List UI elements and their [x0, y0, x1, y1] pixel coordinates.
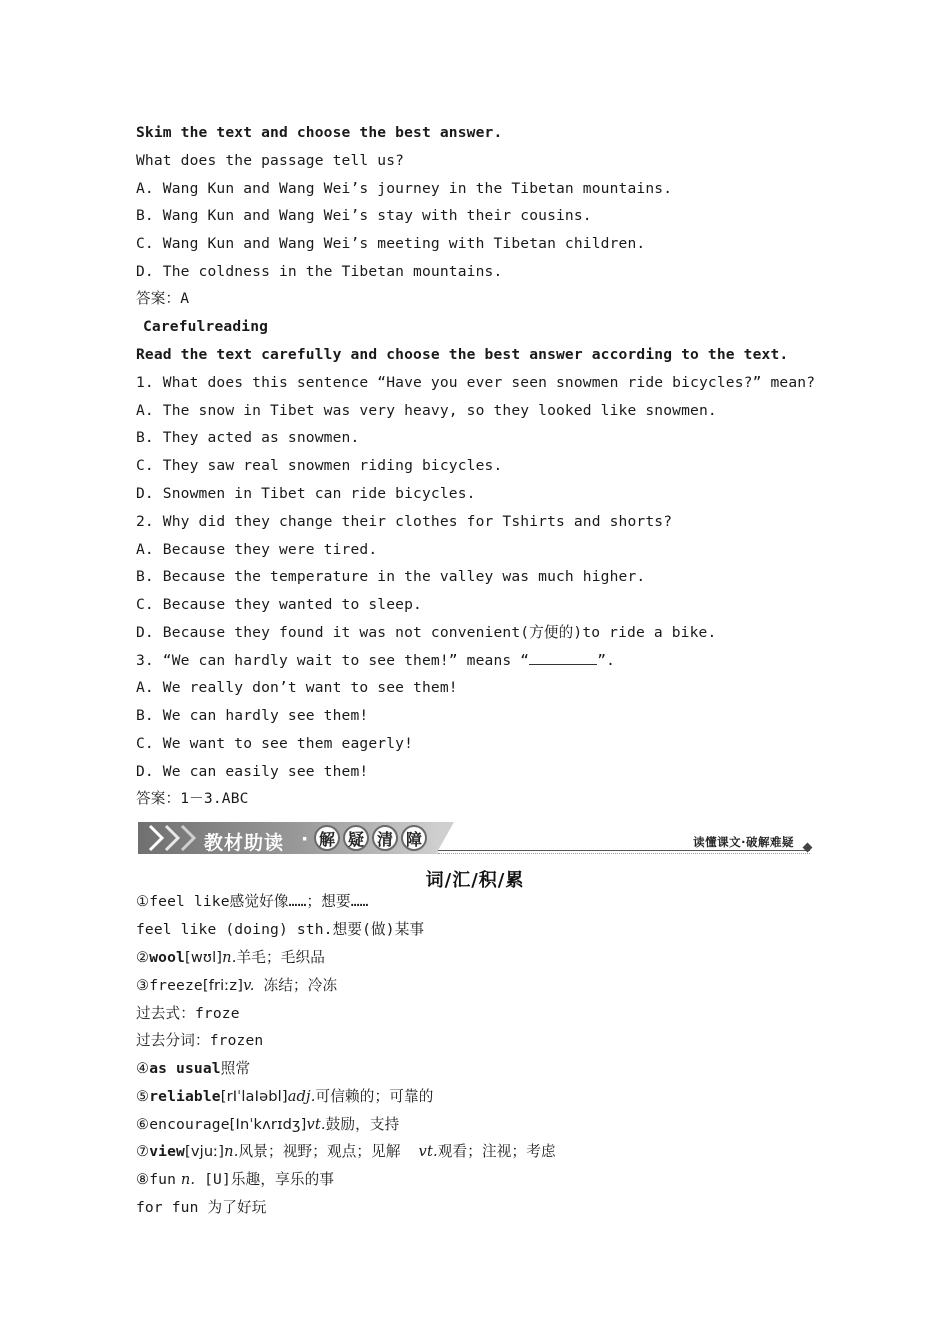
item-number: ⑤ — [136, 1088, 150, 1105]
option-line: B. We can hardly see them! — [136, 707, 369, 724]
item-number: ② — [136, 949, 150, 966]
question-2: 2. Why did they change their clothes for Tshirts and shorts? — [136, 513, 673, 530]
vocab-item — [136, 1115, 399, 1135]
vocab-word: view — [149, 1143, 185, 1160]
option-line: D. Snowmen in Tibet can ride bicycles. — [136, 485, 476, 502]
option-line: B. Because the temperature in the valley was much higher. — [136, 568, 646, 585]
vocab-note: 过去分词：frozen — [136, 1032, 264, 1049]
phonetic: [rIˈlaIəbl] — [220, 1088, 288, 1105]
circled-char: 障 — [401, 825, 427, 851]
option-line: C. Because they wanted to sleep. — [136, 596, 422, 613]
chevron-right-icon — [180, 824, 198, 852]
vocab-word: reliable — [149, 1088, 221, 1105]
vocab-word: encourage — [149, 1116, 230, 1133]
vocab-definition: 鼓励，支持 — [325, 1116, 400, 1133]
banner-rule — [438, 850, 810, 851]
vocab-word: fun — [149, 1171, 177, 1188]
vocab-item — [136, 976, 337, 996]
circled-char: 解 — [314, 825, 340, 851]
item-number: ③ — [136, 977, 150, 994]
option-line: D. We can easily see them! — [136, 763, 369, 780]
circled-char: 清 — [372, 825, 398, 851]
phonetic: [vjuː] — [184, 1143, 225, 1160]
vocab-item — [136, 948, 325, 968]
vocab-definition: 冻结；冷冻 — [254, 977, 338, 994]
vocab-item — [136, 892, 369, 912]
part-of-speech: vt. — [306, 1116, 326, 1133]
answer-blank — [529, 652, 597, 665]
part-of-speech: vt. — [418, 1143, 438, 1160]
skim-question: What does the passage tell us? — [136, 152, 405, 169]
vocab-item — [136, 1059, 250, 1079]
circled-char: 疑 — [343, 825, 369, 851]
item-number: ⑧ — [136, 1171, 150, 1188]
banner-rule-dotted — [438, 853, 810, 854]
vocab-definition: 观看；注视；考虑 — [437, 1143, 556, 1160]
question-1: 1. What does this sentence “Have you ever seen snowmen ride bicycles?” mean? — [136, 374, 816, 391]
part-of-speech: n. — [176, 1171, 196, 1188]
phonetic: [wʊl] — [184, 949, 223, 966]
vocab-definition: [U]乐趣，享乐的事 — [195, 1171, 335, 1188]
phonetic: [Inˈkʌrɪdʒ] — [229, 1116, 307, 1133]
vocab-word: wool — [149, 949, 185, 966]
answer-line: 答案：A — [136, 290, 190, 307]
question-3 — [136, 651, 615, 671]
option-line: C. Wang Kun and Wang Wei’s meeting with Tibetan children. — [136, 235, 646, 252]
option-line: A. The snow in Tibet was very heavy, so they looked like snowmen. — [136, 402, 717, 419]
skim-instruction: Skim the text and choose the best answer. — [136, 124, 503, 141]
item-number: ① — [136, 893, 150, 910]
vocab-definition: 羊毛；毛织品 — [236, 949, 325, 966]
option-line: B. Wang Kun and Wang Wei’s stay with their cousins. — [136, 207, 592, 224]
part-of-speech: adj. — [287, 1088, 316, 1105]
option-line: C. They saw real snowmen riding bicycles. — [136, 457, 503, 474]
part-of-speech: n. — [224, 1143, 239, 1160]
vocab-definition: 照常 — [220, 1060, 251, 1077]
vocab-item — [136, 1087, 433, 1107]
option-line: D. The coldness in the Tibetan mountains. — [136, 263, 503, 280]
option-line: A. Because they were tired. — [136, 541, 378, 558]
vocab-title: 词/汇/积/累 — [425, 870, 525, 891]
part-of-speech: v. — [243, 977, 255, 994]
phonetic: [friːz] — [202, 977, 244, 994]
section-banner — [138, 818, 814, 858]
section-heading: Carefulreading — [143, 318, 269, 335]
vocab-note: feel like (doing) sth.想要(做)某事 — [136, 921, 425, 938]
item-number: ⑥ — [136, 1116, 150, 1133]
vocab-note: for fun 为了好玩 — [136, 1199, 267, 1216]
option-line: A. Wang Kun and Wang Wei’s journey in the Tibetan mountains. — [136, 180, 673, 197]
vocab-note: 过去式：froze — [136, 1005, 240, 1022]
careful-instruction: Read the text carefully and choose the best answer according to the text. — [136, 346, 789, 363]
answer-line: 答案：1－3.ABC — [136, 790, 249, 807]
option-line: A. We really don’t want to see them! — [136, 679, 458, 696]
part-of-speech: n. — [222, 949, 237, 966]
option-line: B. They acted as snowmen. — [136, 429, 360, 446]
vocab-definition: 感觉好像……；想要…… — [229, 893, 369, 910]
option-line: D. Because they found it was not convenient(方便的)to ride a bike. — [136, 624, 717, 641]
vocab-word: as usual — [149, 1060, 221, 1077]
vocab-item — [136, 1142, 556, 1162]
option-line: C. We want to see them eagerly! — [136, 735, 414, 752]
vocab-word: feel like — [149, 893, 230, 910]
vocab-item — [136, 1170, 334, 1190]
banner-title: 教材助读 — [204, 832, 285, 854]
vocab-definition: 风景；视野；观点；见解 — [238, 1143, 419, 1160]
question-3-end: ”. — [597, 652, 616, 669]
question-3-text: 3. “We can hardly wait to see them!” means “ — [136, 652, 530, 669]
banner-circled-chars — [314, 825, 427, 851]
vocab-word: freeze — [149, 977, 203, 994]
vocab-definition: 可信赖的；可靠的 — [315, 1088, 434, 1105]
banner-subtitle: 读懂课文·破解难疑 — [693, 835, 794, 849]
item-number: ⑦ — [136, 1143, 150, 1160]
item-number: ④ — [136, 1060, 150, 1077]
banner-separator: · — [301, 828, 309, 850]
